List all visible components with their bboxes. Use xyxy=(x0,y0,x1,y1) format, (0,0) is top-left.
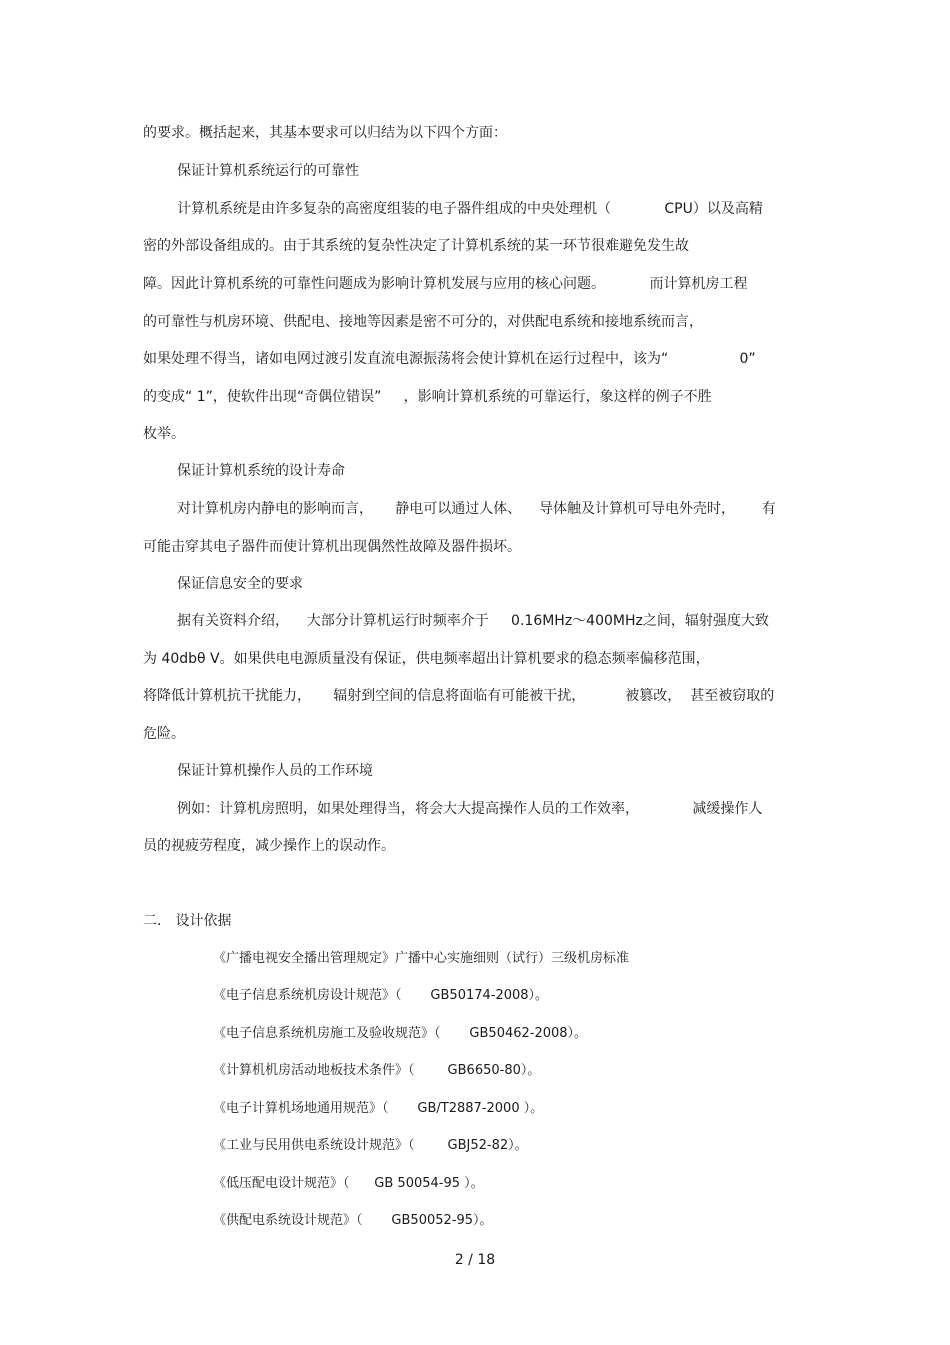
paragraph-line: 员的视疲劳程度，减少操作上的误动作。 xyxy=(143,838,395,854)
paragraph-line: 障。因此计算机系统的可靠性问题成为影响计算机发展与应用的核心问题。 而计算机房工程 xyxy=(143,276,748,292)
paragraph-line: 的变成“ 1”，使软件出现“奇偶位错误” ，影响计算机系统的可靠运行，象这样的例子不胜 xyxy=(143,389,712,405)
paragraph-line: 如果处理不得当，诸如电网过渡引发直流电源振荡将会使计算机在运行过程中，该为“ 0” xyxy=(143,351,756,367)
section-heading: 二． 设计依据 xyxy=(143,913,232,929)
reference-item: 《电子信息系统机房设计规范》（ GB50174-2008）。 xyxy=(213,988,549,1003)
subheading-line: 保证计算机系统运行的可靠性 xyxy=(177,163,359,179)
paragraph-line: 枚举。 xyxy=(143,426,185,442)
paragraph-line: 对计算机房内静电的影响而言， 静电可以通过人体、 导体触及计算机可导电外壳时， 有 xyxy=(177,501,776,517)
page-number: 2 / 18 xyxy=(454,1252,496,1268)
reference-item: 《工业与民用供电系统设计规范》（ GBJ52-82）。 xyxy=(213,1138,528,1153)
paragraph-line: 可能击穿其电子器件而使计算机出现偶然性故障及器件损坏。 xyxy=(143,539,521,555)
reference-item: 《电子信息系统机房施工及验收规范》（ GB50462-2008）。 xyxy=(213,1026,588,1041)
paragraph-line: 将降低计算机抗干扰能力， 辐射到空间的信息将面临有可能被干扰， 被篡改， 甚至被窃取的 xyxy=(143,688,775,704)
reference-item: 《低压配电设计规范》（ GB 50054-95 ）。 xyxy=(213,1176,484,1191)
paragraph-line: 危险。 xyxy=(143,726,185,742)
paragraph-line: 为 40dbθ V。如果供电电源质量没有保证，供电频率超出计算机要求的稳态频率偏移范围， xyxy=(143,651,710,667)
paragraph-line: 计算机系统是由许多复杂的高密度组装的电子器件组成的中央处理机（ CPU）以及高精 xyxy=(177,201,763,217)
paragraph-line: 的要求。概括起来，其基本要求可以归结为以下四个方面： xyxy=(143,125,507,141)
reference-item: 《广播电视安全播出管理规定》广播中心实施细则（试行）三级机房标准 xyxy=(213,951,630,966)
paragraph-line: 密的外部设备组成的。由于其系统的复杂性决定了计算机系统的某一环节很难避免发生故 xyxy=(143,238,689,254)
subheading-line: 保证信息安全的要求 xyxy=(177,576,303,592)
reference-item: 《电子计算机场地通用规范》（ GB/T2887-2000 ）。 xyxy=(213,1101,544,1116)
subheading-line: 保证计算机操作人员的工作环境 xyxy=(177,763,373,779)
subheading-line: 保证计算机系统的设计寿命 xyxy=(177,463,345,479)
paragraph-line: 的可靠性与机房环境、供配电、接地等因素是密不可分的，对供配电系统和接地系统而言， xyxy=(143,314,703,330)
reference-item: 《供配电系统设计规范》（ GB50052-95）。 xyxy=(213,1213,493,1228)
paragraph-line: 据有关资料介绍， 大部分计算机运行时频率介于 0.16MHz～400MHz之间，辐射强度大致 xyxy=(177,613,769,629)
reference-item: 《计算机机房活动地板技术条件》（ GB6650-80）。 xyxy=(213,1063,541,1078)
paragraph-line: 例如：计算机房照明，如果处理得当，将会大大提高操作人员的工作效率， 减缓操作人 xyxy=(177,801,763,817)
